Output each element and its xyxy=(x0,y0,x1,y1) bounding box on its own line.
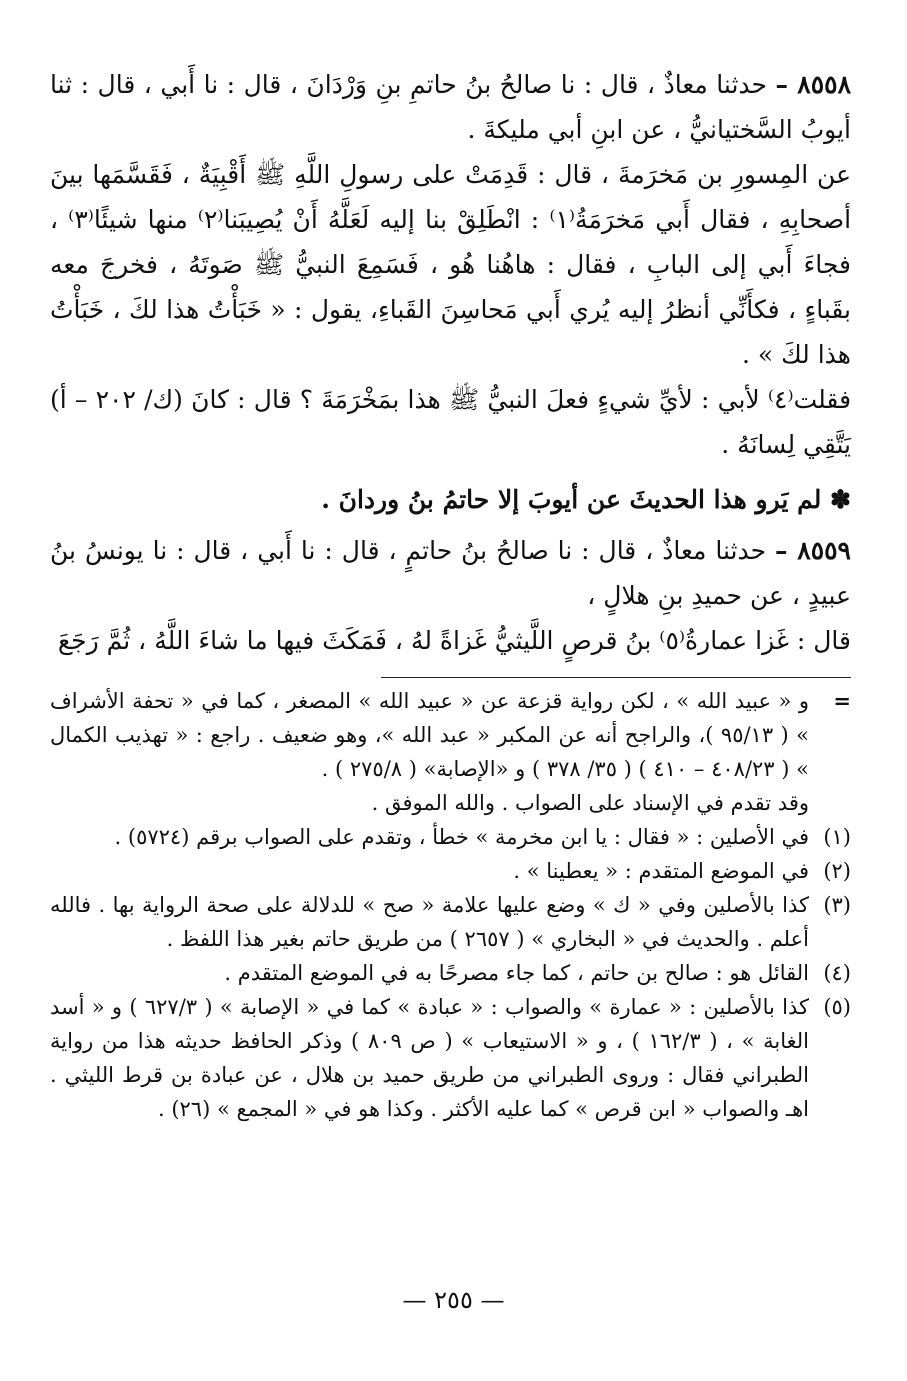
footnote-continuation xyxy=(50,684,851,820)
main-text xyxy=(50,62,851,663)
hadith-8558-isnad xyxy=(50,62,851,152)
hadith-8558-matn-1: عن المِسورِ بن مَخرَمةَ ، قال : قَدِمَتْ على رسولِ اللَّهِ ﷺ أَقْبِيَةٌ ، فَقَسَّمَها بينَ أصحابِهِ ، فقال أَبي مَخرَمَةُ⁽١⁾ : انْطَلِقْ بنا إليه لَعَلَّهُ أَنْ يُصِيبَنا⁽٢⁾ منها شيئًا⁽٣⁾ ، فجاءَ أَبي إلى البابِ ، فقال : هاهُنا هُو ، فَسَمِعَ النبيُّ ﷺ صَوتَهُ ، فخرجَ معه بقَباءٍ ، فكأَنِّي أنظرُ إليه يُري أَبي مَحاسِنَ القَباءِ، يقول : « خَبَأْتُ هذا لكَ ، خَبَأْتُ هذا لكَ » . xyxy=(50,160,852,369)
footnote-text: في الأصلين : « فقال : يا ابن مخرمة » خطأ ، وتقدم على الصواب برقم (٥٧٢٤) . xyxy=(114,825,809,849)
footnote-marker: (٢) xyxy=(823,859,851,883)
footnotes xyxy=(50,684,851,1126)
hadith-8559-matn: قال : غَزا عمارةُ⁽٥⁾ بنُ قرصٍ اللَّيثيُّ غَزاةً لهُ ، فَمَكَثَ فيها ما شاءَ اللَّهُ ، ثُمَّ رَجَعَ xyxy=(57,626,851,655)
footnote-2 xyxy=(50,854,851,888)
footnote-text: القائل هو : صالح بن حاتم ، كما جاء مصرحًا به في الموضع المتقدم . xyxy=(224,961,809,985)
hadith-number: ٨٥٥٨ – xyxy=(775,70,851,99)
hadith-number: ٨٥٥٩ – xyxy=(775,536,851,565)
footnote-marker: (٥) xyxy=(823,995,851,1019)
footnote-marker: (٤) xyxy=(823,961,851,985)
editor-note: ✽ لم يَرو هذا الحديثَ عن أيوبَ إلا حاتمُ بنُ وردانَ . xyxy=(321,485,851,514)
footnote-text: كذا بالأصلين : « عمارة » والصواب : « عبادة » كما في « الإصابة » ( ٦٢٧/٣ ) و « أسد الغابة » ، ( ١٦٢/٣ ) ، و « الاستيعاب » ( ص ٨٠٩ ) وذكر الحافظ حديثه هذا من رواية الطبراني فقال : وروى الطبراني من طريق حميد بن هلال ، عن عبادة بن قرط الليثي . اهـ والصواب « ابن قرص » كما عليه الأكثر . وكذا هو في « المجمع » (٢٦) . xyxy=(50,995,810,1121)
footnote-line: وقد تقدم في الإسناد على الصواب . والله الموفق . xyxy=(371,791,809,815)
footnote-line: و « عبيد الله » ، لكن رواية قزعة عن « عبيد الله » المصغر ، كما في « تحفة الأشراف » ( ٩٥/١٣ )، والراجح أنه عن المكبر « عبد الله »، وهو ضعيف . راجع : « تهذيب الكمال » ( ٤٠٨/٢٣ – ٤١٠ ) ( ٣٥/ ٣٧٨ ) و «الإصابة» ( ٢٧٥/٨ ) . xyxy=(50,689,809,781)
footnote-3 xyxy=(50,888,851,956)
footnote-1 xyxy=(50,820,851,854)
hadith-8558-matn-2: فقلت⁽٤⁾ لأبي : لأيِّ شيءٍ فعلَ النبيُّ ﷺ هذا بمَخْرَمَةَ ؟ قال : كانَ (ك/ ٢٠٢ – أ) يَتَّقِي لِسانَهُ . xyxy=(50,385,852,459)
isnad-text: حدثنا معاذٌ ، قال : نا صالحُ بنُ حاتمِ بنِ وَرْدَانَ ، قال : نا أَبي ، قال : ثنا أيوبُ السَّختيانيُّ ، عن ابنِ أبي مليكةَ . xyxy=(50,70,851,144)
footnote-marker: (١) xyxy=(823,825,851,849)
footnote-5 xyxy=(50,990,851,1126)
footnote-4 xyxy=(50,956,851,990)
footnote-separator xyxy=(381,677,851,678)
continuation-mark: = xyxy=(833,688,851,713)
footnote-marker: (٣) xyxy=(823,893,851,917)
hadith-8559 xyxy=(50,528,851,663)
hadith-8559-isnad xyxy=(50,528,851,618)
isnad-text: حدثنا معاذٌ ، قال : نا صالحُ بنُ حاتمٍ ، قال : نا أَبي ، قال : نا يونسُ بنُ عبيدٍ ، عن حميدِ بنِ هلالٍ ، xyxy=(50,536,851,610)
footnote-text: في الموضع المتقدم : « يعطينا » . xyxy=(513,859,809,883)
footnote-text: كذا بالأصلين وفي « ك » وضع عليها علامة « صح » للدلالة على صحة الرواية بها . فالله أعلم . والحديث في « البخاري » ( ٢٦٥٧ ) من طريق حاتم بغير هذا اللفظ . xyxy=(50,893,809,951)
page-number: — ٢٥٥ — xyxy=(402,1286,505,1314)
hadith-8558 xyxy=(50,62,851,467)
